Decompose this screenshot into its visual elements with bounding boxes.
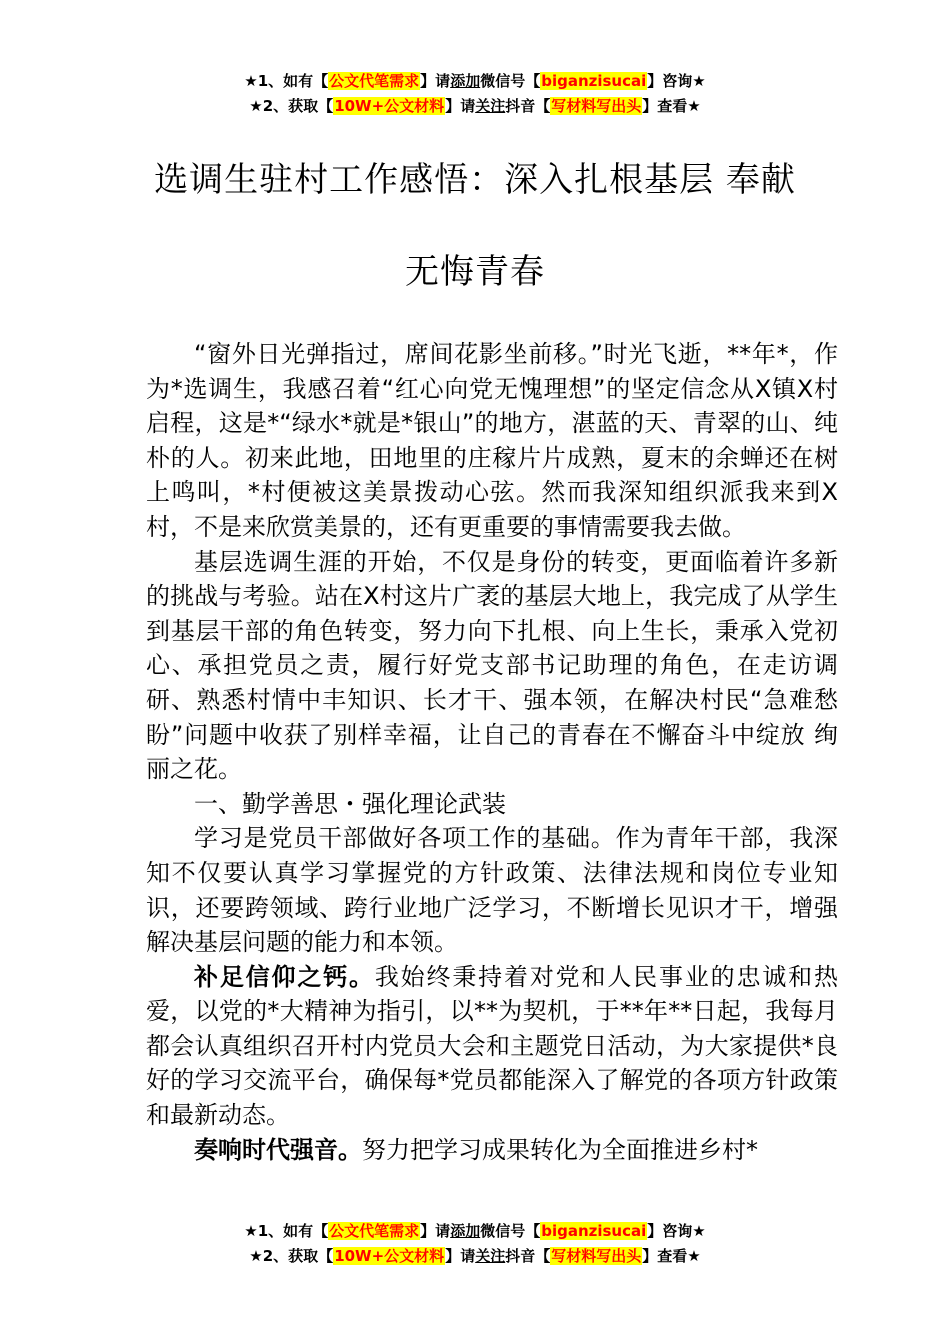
- banner-text: 微信号【: [480, 72, 541, 90]
- banner-highlight: 10W+公文材料: [334, 97, 445, 115]
- banner-text: ★2、获取【: [249, 1247, 334, 1265]
- banner-text: 】请: [445, 1247, 476, 1265]
- footer-banner: [0, 1219, 950, 1269]
- banner-text: ★1、如有【: [244, 1222, 329, 1240]
- paragraph: “窗外日光弹指过，席间花影坐前移。”时光飞逝，**年*，作为*选调生，我感召着“红心向党无愧理想”的坚定信念从X镇X村启程，这是*“绿水*就是*银山”的地方，湛蓝的天、青翠的山、纯朴的人。初来此地，田地里的庄稼片片成熟，夏末的余蝉还在树上鸣叫，*村便被这美景拨动心弦。然而我深知组织派我来到X村，不是来欣赏美景的，还有更重要的事情需要我去做。: [146, 340, 838, 541]
- banner-highlight: 公文代笔需求: [329, 72, 420, 90]
- banner-text: 】咨询★: [647, 1222, 706, 1240]
- banner-underline: 添加: [450, 72, 481, 90]
- banner-text: 抖音【: [505, 1247, 551, 1265]
- banner-line-1: [0, 1219, 950, 1244]
- banner-text: 抖音【: [505, 97, 551, 115]
- header-banner: [0, 69, 950, 119]
- banner-text: ★2、获取【: [249, 97, 334, 115]
- banner-highlight: 写材料写出头: [551, 97, 642, 115]
- banner-highlight: 10W+公文材料: [334, 1247, 445, 1265]
- banner-highlight: biganzisucai: [541, 72, 647, 90]
- banner-text: 】请: [420, 72, 451, 90]
- paragraph-lead: 奏响时代强音。: [194, 1135, 362, 1164]
- banner-underline: 关注: [475, 1247, 506, 1265]
- banner-underline: 关注: [475, 97, 506, 115]
- banner-line-1: [0, 69, 950, 94]
- banner-highlight: 写材料写出头: [551, 1247, 642, 1265]
- paragraph-text: 努力把学习成果转化为全面推进乡村*: [362, 1135, 758, 1164]
- paragraph-text: 我始终秉持着对党和人民事业的忠诚和热爱，以党的*大精神为指引，以**为契机，于**年**日起，我每月都会认真组织召开村内党员大会和主题党日活动，为大家提供*良好的学习交流平台，确保每*党员都能深入了解党的各项方针政策和最新动态。: [146, 962, 839, 1130]
- document-title-line-1: 选调生驻村工作感悟：深入扎根基层 奉献: [154, 160, 796, 200]
- paragraph: [146, 1133, 838, 1168]
- section-heading: 一、勤学善思・强化理论武装: [194, 789, 506, 818]
- banner-line-2: [0, 94, 950, 119]
- paragraph: 基层选调生涯的开始，不仅是身份的转变，更面临着许多新的挑战与考验。站在X村这片广袤的基层大地上，我完成了从学生到基层干部的角色转变，努力向下扎根、向上生长，秉承入党初心、承担党员之责，履行好党支部书记助理的角色，在走访调研、熟悉村情中丰知识、长才干、强本领，在解决村民“急难愁盼”问题中收获了别样幸福，让自己的青春在不懈奋斗中绽放 绚丽之花。: [146, 547, 838, 784]
- banner-text: 】咨询★: [647, 72, 706, 90]
- paragraph: 学习是党员干部做好各项工作的基础。作为青年干部，我深知不仅要认真学习掌握党的方针政策、法律法规和岗位专业知识，还要跨领域、跨行业地广泛学习，不断增长见识才干，增强解决基层问题的能力和本领。: [146, 824, 838, 957]
- banner-text: ★1、如有【: [244, 72, 329, 90]
- banner-line-2: [0, 1244, 950, 1269]
- document-body: [146, 337, 838, 1167]
- document-title-line-2: 无悔青春: [405, 252, 545, 292]
- banner-highlight: biganzisucai: [541, 1222, 647, 1240]
- banner-highlight: 公文代笔需求: [329, 1222, 420, 1240]
- banner-text: 】请: [420, 1222, 451, 1240]
- paragraph: [146, 960, 838, 1133]
- banner-text: 】查看★: [642, 97, 701, 115]
- banner-text: 微信号【: [480, 1222, 541, 1240]
- banner-text: 】查看★: [642, 1247, 701, 1265]
- banner-underline: 添加: [450, 1222, 481, 1240]
- banner-text: 】请: [445, 97, 476, 115]
- paragraph-lead: 补足信仰之钙。: [194, 962, 375, 991]
